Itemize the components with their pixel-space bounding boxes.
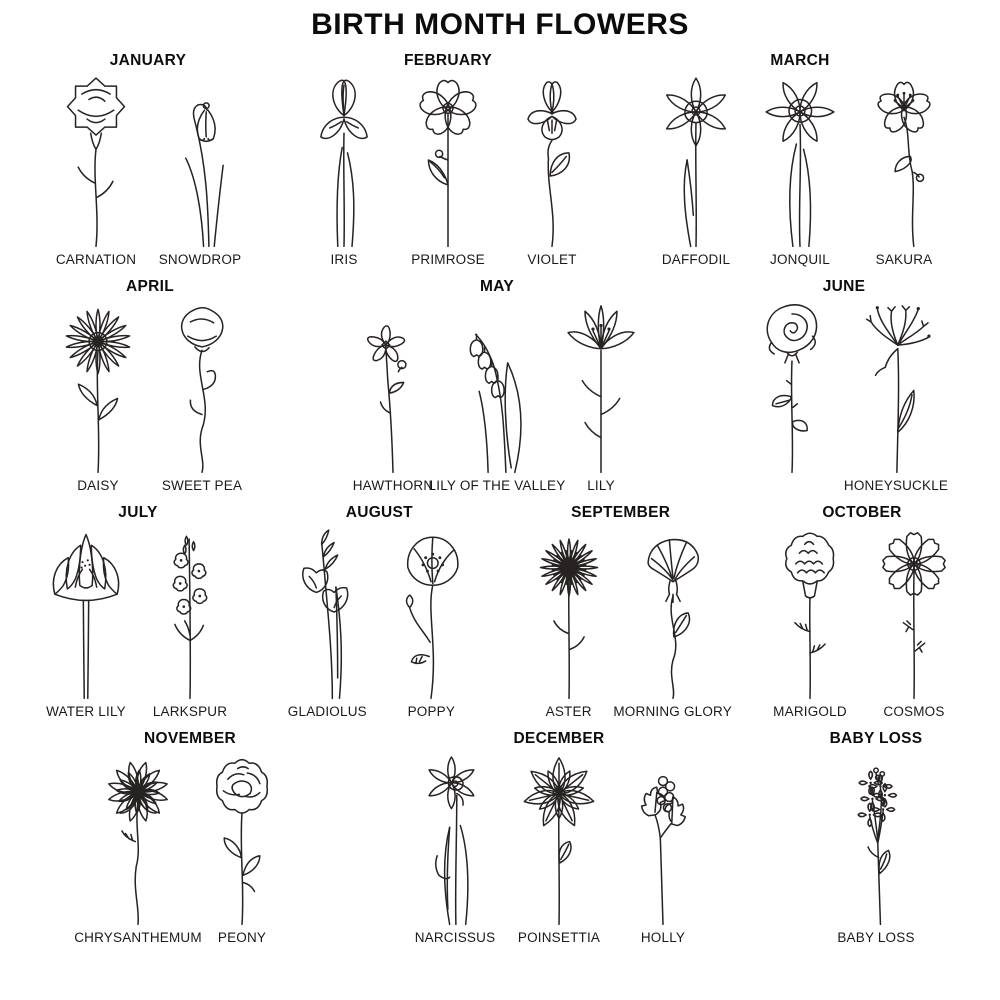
flower-strip-october (758, 523, 966, 720)
month-group-march (644, 52, 956, 268)
flower-figure-carnation (44, 71, 148, 268)
flower-figure-snowdrop (148, 71, 252, 268)
month-group-october (758, 504, 966, 720)
flower-figure-morning-glory (613, 523, 732, 720)
flower-label-holly: HOLLY (640, 930, 686, 945)
month-heading-december: DECEMBER (513, 730, 605, 747)
flower-row-4 (0, 730, 1000, 946)
flower-figure-sweet-pea (150, 297, 254, 494)
flower-figure-violet (500, 71, 604, 268)
poppy-icon (381, 523, 481, 701)
flower-figure-poinsettia (507, 749, 611, 946)
flower-label-jonquil: JONQUIL (770, 252, 830, 267)
flower-label-snowdrop: SNOWDROP (158, 252, 242, 267)
flower-figure-cosmos (862, 523, 966, 720)
violet-icon (502, 71, 602, 249)
flower-figure-poppy (379, 523, 483, 720)
flower-grid (0, 52, 1000, 946)
flower-figure-marigold (758, 523, 862, 720)
month-heading-november: NOVEMBER (144, 730, 236, 747)
iris-icon (294, 71, 394, 249)
snowdrop-icon (150, 71, 250, 249)
flower-label-violet: VIOLET (527, 252, 577, 267)
month-group-april (46, 278, 254, 494)
flower-strip-september (517, 523, 732, 720)
flower-figure-baby-loss (824, 749, 928, 946)
flower-figure-lily-of-the-valley (428, 297, 566, 494)
lily-of-the-valley-icon (447, 297, 547, 475)
month-group-february (292, 52, 604, 268)
holly-icon (613, 749, 713, 927)
morning-glory-icon (623, 523, 723, 701)
flower-label-baby-loss: BABY LOSS (837, 930, 915, 945)
narcissus-icon (405, 749, 505, 927)
flower-label-daffodil: DAFFODIL (661, 252, 731, 267)
month-heading-september: SEPTEMBER (571, 504, 671, 521)
poster-title: BIRTH MONTH FLOWERS (311, 8, 689, 41)
flower-label-gladiolus: GLADIOLUS (287, 704, 367, 719)
flower-label-lily: LILY (587, 478, 615, 493)
flower-label-carnation: CARNATION (55, 252, 137, 267)
flower-strip-may (341, 297, 653, 494)
flower-strip-january (44, 71, 252, 268)
flower-label-iris: IRIS (330, 252, 358, 267)
honeysuckle-icon (846, 297, 946, 475)
flower-figure-chrysanthemum (74, 749, 202, 946)
carnation-icon (46, 71, 146, 249)
flower-label-chrysanthemum: CHRYSANTHEMUM (74, 930, 202, 945)
month-group-december (403, 730, 715, 946)
month-group-november (74, 730, 294, 946)
flower-figure-hawthorn (341, 297, 445, 494)
flower-label-lily-of-the-valley: LILY OF THE VALLEY (428, 478, 566, 493)
flower-figure-peony (190, 749, 294, 946)
flower-row-1 (0, 52, 1000, 268)
sweet-pea-icon (152, 297, 252, 475)
flower-figure-daisy (46, 297, 150, 494)
water-lily-icon (36, 523, 136, 701)
rose-icon (742, 297, 842, 475)
flower-strip-november (74, 749, 294, 946)
hawthorn-icon (343, 297, 443, 475)
flower-label-poinsettia: POINSETTIA (517, 930, 601, 945)
month-group-baby-loss (824, 730, 928, 946)
month-heading-may: MAY (480, 278, 514, 295)
flower-strip-july (34, 523, 242, 720)
poinsettia-icon (509, 749, 609, 927)
jonquil-icon (750, 71, 850, 249)
month-heading-january: JANUARY (109, 52, 187, 69)
month-group-august (275, 504, 483, 720)
month-group-september (517, 504, 732, 720)
flower-figure-jonquil (748, 71, 852, 268)
flower-strip-february (292, 71, 604, 268)
sakura-icon (854, 71, 954, 249)
flower-label-hawthorn: HAWTHORN (352, 478, 434, 493)
flower-label-honeysuckle: HONEYSUCKLE (843, 478, 949, 493)
flower-label-daisy: DAISY (77, 478, 119, 493)
month-heading-july: JULY (118, 504, 158, 521)
daffodil-icon (646, 71, 746, 249)
flower-strip-june (740, 297, 948, 494)
flower-strip-march (644, 71, 956, 268)
month-heading-february: FEBRUARY (404, 52, 492, 69)
flower-label-primrose: PRIMROSE (411, 252, 485, 267)
flower-figure-water-lily (34, 523, 138, 720)
month-heading-october: OCTOBER (822, 504, 902, 521)
flower-strip-april (46, 297, 254, 494)
flower-figure-aster (517, 523, 621, 720)
month-group-may (341, 278, 653, 494)
flower-figure-narcissus (403, 749, 507, 946)
month-heading-june: JUNE (822, 278, 866, 295)
month-heading-august: AUGUST (345, 504, 413, 521)
baby-loss-icon (826, 749, 926, 927)
flower-label-morning-glory: MORNING GLORY (613, 704, 732, 719)
flower-row-3 (0, 504, 1000, 720)
flower-label-sakura: SAKURA (875, 252, 933, 267)
flower-strip-august (275, 523, 483, 720)
flower-figure-daffodil (644, 71, 748, 268)
flower-strip-december (403, 749, 715, 946)
month-heading-march: MARCH (770, 52, 830, 69)
flower-row-2 (0, 278, 1000, 494)
flower-figure-honeysuckle (844, 297, 948, 494)
flower-figure-sakura (852, 71, 956, 268)
cosmos-icon (864, 523, 964, 701)
flower-label-aster: ASTER (545, 704, 592, 719)
flower-label-larkspur: LARKSPUR (152, 704, 228, 719)
aster-icon (519, 523, 619, 701)
flower-figure-rose (740, 297, 844, 494)
flower-label-narcissus: NARCISSUS (414, 930, 496, 945)
flower-figure-lily (549, 297, 653, 494)
primrose-icon (398, 71, 498, 249)
flower-figure-larkspur (138, 523, 242, 720)
month-heading-baby-loss: BABY LOSS (829, 730, 923, 747)
month-group-july (34, 504, 242, 720)
larkspur-icon (140, 523, 240, 701)
lily-icon (551, 297, 651, 475)
month-heading-april: APRIL (126, 278, 174, 295)
flower-label-cosmos: COSMOS (883, 704, 945, 719)
flower-label-water-lily: WATER LILY (46, 704, 126, 719)
flower-figure-primrose (396, 71, 500, 268)
daisy-icon (48, 297, 148, 475)
gladiolus-icon (277, 523, 377, 701)
peony-icon (192, 749, 292, 927)
chrysanthemum-icon (88, 749, 188, 927)
month-group-january (44, 52, 252, 268)
flower-figure-iris (292, 71, 396, 268)
marigold-icon (760, 523, 860, 701)
flower-label-peony: PEONY (217, 930, 267, 945)
flower-strip-baby-loss (824, 749, 928, 946)
flower-figure-gladiolus (275, 523, 379, 720)
month-group-june (740, 278, 948, 494)
flower-figure-holly (611, 749, 715, 946)
flower-label-poppy: POPPY (407, 704, 456, 719)
flower-label-marigold: MARIGOLD (773, 704, 847, 719)
flower-label-sweet-pea: SWEET PEA (161, 478, 243, 493)
